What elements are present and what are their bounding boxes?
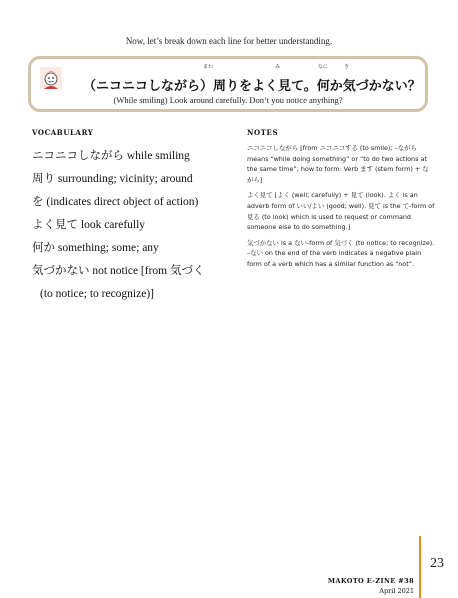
dialogue-line-box — [28, 56, 428, 112]
furigana-nani: なに — [318, 64, 329, 70]
footer-divider — [419, 536, 421, 598]
note-paragraph: ニコニコしながら [from ニコニコする (to smile); –ながら means “while doing something” or “to do two actions at the same time”; how to form: Verb ます (stem form) + ながら] — [247, 144, 429, 184]
magazine-name: MAKOTO E-ZINE #38 — [327, 577, 414, 585]
magazine-info — [328, 576, 414, 596]
intro-text: Now, let’s break down each line for better understanding. — [125, 36, 333, 46]
vocab-item: を (indicates direct object of action) — [32, 196, 199, 208]
vocab-item: 周り surrounding; vicinity; around — [32, 173, 193, 185]
vocab-item: 気づかない not notice [from 気づく — [32, 265, 205, 277]
note-paragraph: 気づかない is a ない-form of 気づく (to notice; to recognize). –ない on the end of the verb indicates a negative plain form of a verb which has a similar function as “not”. — [247, 238, 435, 268]
notes-section — [247, 143, 435, 275]
furigana-mawa: まわ — [203, 64, 214, 70]
character-avatar-icon — [40, 67, 62, 89]
vocab-item-continuation: (to notice; to recognize)] — [40, 288, 154, 300]
furigana-mi: み — [275, 64, 281, 70]
note-paragraph: よく見て [よく (well; carefully) + 見て (look). よく is an adverb form of いい/よい (good; well). 見て is the て-form of 見る (to look) which is used to request or command someone else to do something.] — [247, 191, 435, 232]
notes-heading: NOTES — [247, 128, 279, 137]
vocab-item: ニコニコしながら while smiling — [32, 150, 190, 162]
vocabulary-list — [32, 145, 232, 306]
vocab-item: 何か something; some; any — [32, 242, 159, 254]
issue-date: April 2021 — [379, 587, 414, 595]
furigana-ki: き — [344, 64, 350, 70]
japanese-line: （ニコニコしながら）周りをよく見て。何か気づかない？ — [83, 79, 421, 94]
english-translation: (While smiling) Look around carefully. Don’t you notice anything? — [113, 95, 343, 105]
page-number: 23 — [430, 556, 444, 571]
vocab-item: よく見て look carefully — [32, 219, 146, 231]
vocabulary-heading: VOCABULARY — [32, 128, 94, 137]
